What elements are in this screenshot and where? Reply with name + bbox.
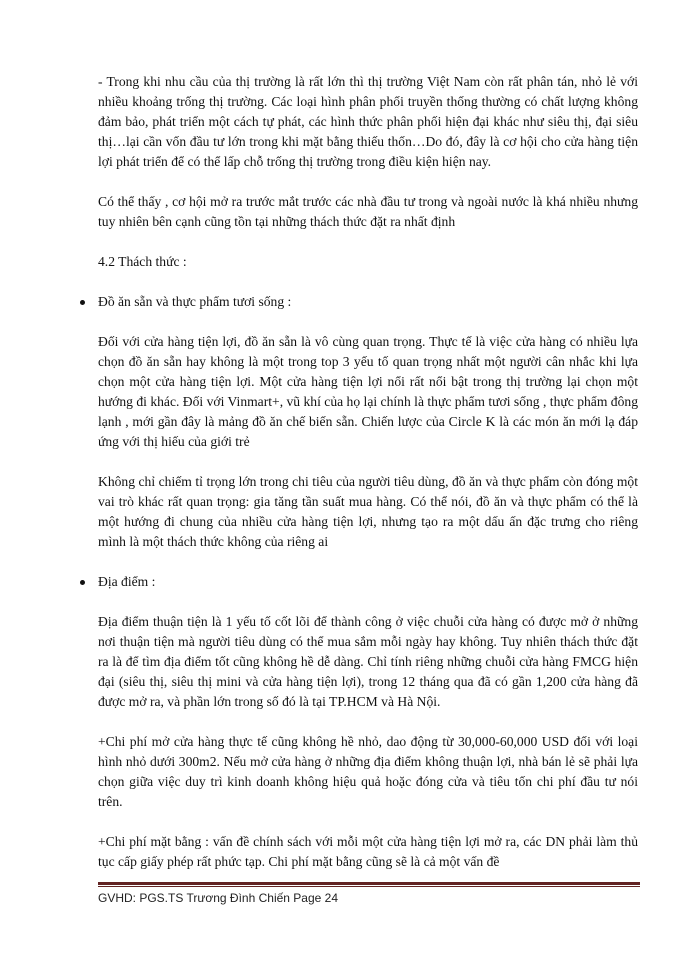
paragraph-market-gap: - Trong khi nhu cầu của thị trường là rất lớn thì thị trường Việt Nam còn rất phân tán, nhỏ lẻ với nhiều khoảng trống thị trường. Các loại hình phân phối truyền thống thường có chất lượng không đảm bảo, phát triển một cách tự phát, các hình thức phân phối hiện đại khác như siêu thị, đại siêu thị…lại cần vốn đầu tư lớn trong khi mặt bằng thiếu thốn…Do đó, đây là cơ hội cho cửa hàng tiện lợi phát triển để có thể lấp chỗ trống thị trường trong điều kiện hiện nay. xyxy=(98,74,638,169)
footer-text: GVHD: PGS.TS Trương Đình Chiến Page 24 xyxy=(98,891,339,905)
page-footer xyxy=(98,882,640,905)
paragraph-premises-cost: +Chi phí mặt bằng : vấn đề chính sách với mỗi một cửa hàng tiện lợi mở ra, các DN phải làm thủ tục cấp giấy phép rất phức tạp. Chi phí mặt bằng cũng sẽ là cả một vấn đề xyxy=(98,834,638,869)
paragraph-purchase-frequency: Không chỉ chiếm tỉ trọng lớn trong chi tiêu của người tiêu dùng, đồ ăn và thực phẩm còn đóng một vai trò khác rất quan trọng: gia tăng tần suất mua hàng. Có thể nói, đồ ăn và thực phẩm có thể là một hướng đi chung của nhiều cửa hàng tiện lợi, nhưng tạo ra một dấu ấn đặc trưng cho riêng mình là một thách thức không của riêng ai xyxy=(98,474,638,549)
bullet-location: Địa điểm : xyxy=(98,572,638,592)
section-heading-challenges: 4.2 Thách thức : xyxy=(98,254,187,269)
document-body xyxy=(98,72,638,892)
footer-rule-thin xyxy=(98,886,640,887)
paragraph-opportunity-summary: Có thể thấy , cơ hội mở ra trước mắt trước các nhà đầu tư trong và ngoài nước là khá nhiều nhưng tuy nhiên bên cạnh cũng tồn tại những thách thức đặt ra nhất định xyxy=(98,194,638,229)
footer-rule-thick xyxy=(98,882,640,885)
paragraph-ready-food: Đối với cửa hàng tiện lợi, đồ ăn sẵn là vô cùng quan trọng. Thực tế là việc cửa hàng có nhiều lựa chọn đồ ăn sẵn hay không là một trong top 3 yếu tố quan trọng nhất một người cân nhắc khi lựa chọn một cửa hàng tiện lợi. Một cửa hàng tiện lợi nổi rất nổi bật trong thị trường lại chọn một hướng đi khác. Đối với Vinmart+, vũ khí của họ lại chính là thực phẩm tươi sống , thực phẩm đông lạnh , mới gần đây là mảng đồ ăn chế biến sẵn. Chiến lược của Circle K là các món ăn mới lạ đáp ứng với thị hiếu của giới trẻ xyxy=(98,334,638,449)
paragraph-location: Địa điểm thuận tiện là 1 yếu tố cốt lõi để thành công ở việc chuỗi cửa hàng có được mở ở những nơi thuận tiện mà người tiêu dùng có thể mua sắm mỗi ngày hay không. Tuy nhiên thách thức đặt ra là để tìm địa điểm tốt cũng không hề dễ dàng. Chỉ tính riêng những chuỗi cửa hàng FMCG hiện đại (siêu thị, siêu thị mini và cửa hàng tiện lợi), trong 12 tháng qua đã có gần 1,200 cửa hàng đã được mở ra, và phần lớn trong số đó là tại TP.HCM và Hà Nội. xyxy=(98,614,638,709)
bullet-ready-food: Đồ ăn sẵn và thực phẩm tươi sống : xyxy=(98,292,638,312)
paragraph-opening-cost: +Chi phí mở cửa hàng thực tế cũng không hề nhỏ, dao động từ 30,000-60,000 USD đối với loại hình nhỏ dưới 300m2. Nếu mở cửa hàng ở những địa điểm không thuận lợi, nhà bán lẻ sẽ phải lựa chọn giữa việc duy trì kinh doanh không hiệu quả hoặc đóng cửa và tiêu tốn chi phí đầu tư nói trên. xyxy=(98,734,638,809)
